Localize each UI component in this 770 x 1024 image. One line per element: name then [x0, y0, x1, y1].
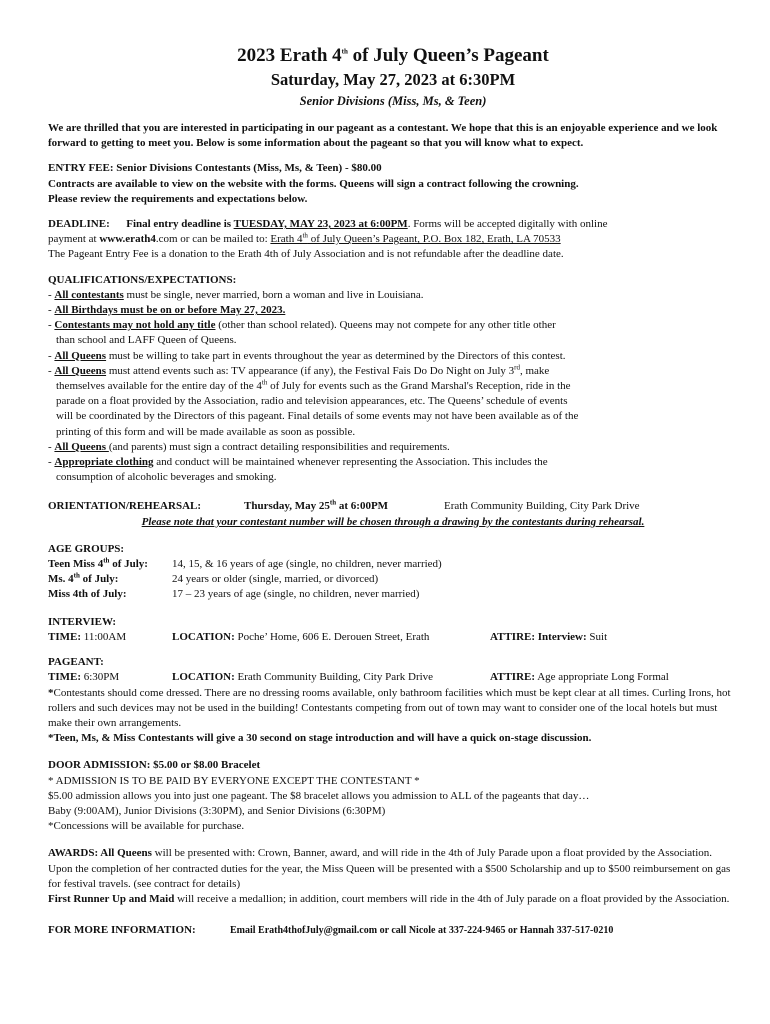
mailing-address: Erath 4th of July Queen’s Pageant, P.O. Box 182, Erath, LA 70533 — [270, 231, 561, 246]
dressing-note: *Contestants should come dressed. There are no dressing rooms available, only bathroom facilities which must be kept clear at all times. Curling Irons, hot rollers and such devices may not be used in the building! Contestants competing from out of town may want to consider one of the local hotels but must make their own arrangements. — [48, 686, 731, 729]
list-item: - All contestants must be single, never married, born a woman and live in Louisiana. — [48, 288, 424, 301]
interview-section — [48, 615, 738, 645]
runner-up-paragraph: First Runner Up and Maid will receive a medallion; in addition, court members will ride in the 4th of July parade on a float provided by the Association. — [48, 892, 730, 905]
page-title: 2023 Erath 4th of July Queen’s Pageant — [237, 45, 549, 66]
more-info-section: FOR MORE INFORMATION: Email Erath4thofJuly@gmail.com or call Nicole at 337-224-9465 or Hannah 337-517-0210 — [48, 923, 738, 938]
orientation-section — [48, 499, 738, 529]
door-heading: DOOR ADMISSION: $5.00 or $8.00 Bracelet — [48, 759, 261, 772]
interview-heading: INTERVIEW: — [48, 615, 117, 628]
list-item: - Appropriate clothing and conduct will be maintained whenever representing the Association. This includes the — [48, 456, 548, 469]
list-item-cont: consumption of alcoholic beverages and smoking. — [56, 471, 277, 484]
age-groups-heading: AGE GROUPS: — [48, 542, 125, 555]
orientation-line: ORIENTATION/REHEARSAL: Thursday, May 25th at 6:00PM Erath Community Building, City Park Drive — [48, 498, 640, 513]
list-item: - All Queens must attend events such as: TV appearance (if any), the Festival Fais Do Do Night on July 3rd, make — [48, 363, 550, 377]
age-groups-section — [48, 542, 738, 603]
rehearsal-note: Please note that your contestant number will be chosen through a drawing by the contestants during rehearsal. — [141, 515, 645, 528]
pageant-flyer — [48, 44, 738, 938]
list-item: - All Birthdays must be on or before May 27, 2023. — [48, 304, 286, 317]
divisions-subtitle: Senior Divisions (Miss, Ms, & Teen) — [299, 94, 487, 108]
website-link[interactable]: www.erath4 — [99, 233, 156, 246]
qualifications-heading: QUALIFICATIONS/EXPECTATIONS: — [48, 273, 237, 286]
list-item: - Contestants may not hold any title (other than school related). Queens may not compete for any other title other — [48, 319, 556, 332]
list-item: - All Queens (and parents) must sign a contract detailing responsibilities and requirements. — [48, 440, 450, 453]
door-line: *Concessions will be available for purchase. — [48, 820, 245, 833]
deadline-section — [48, 217, 738, 263]
table-row: Miss 4th of July: 17 – 23 years of age (single, no children, never married) — [48, 588, 420, 601]
door-line: Baby (9:00AM), Junior Divisions (3:30PM), and Senior Divisions (6:30PM) — [48, 804, 386, 817]
intro-paragraph: We are thrilled that you are interested in participating in our pageant as a contestant. We hope that this is an enjoyable experience and we look forward to getting to meet you. Below is some information about the pageant so that you will know what to expect. — [48, 122, 718, 150]
list-item: - All Queens must be willing to take part in events throughout the year as determined by the Directors of this contest. — [48, 349, 566, 362]
list-item-cont: printing of this form and will be made available as soon as possible. — [56, 425, 356, 438]
table-row: Teen Miss 4th of July: 14, 15, & 16 years of age (single, no children, never married) — [48, 556, 442, 571]
awards-paragraph: AWARDS: All Queens will be presented with: Crown, Banner, award, and will ride in the 4th of July Parade upon a float provided by the Association. Upon the completion of her contracted duties for the year, the Miss Queen will be presented with a $500 Scholarship and up to $500 reimbursement on gas for festival travels. (see contract for details) — [48, 847, 731, 890]
deadline-date: TUESDAY, MAY 23, 2023 at 6:00PM — [233, 218, 408, 231]
door-line: * ADMISSION IS TO BE PAID BY EVERYONE EXCEPT THE CONTESTANT * — [48, 774, 420, 787]
list-item-cont: than school and LAFF Queen of Queens. — [56, 334, 237, 347]
list-item-cont: parade on a float provided by the Association, radio and television appearances, etc. The Queens’ schedule of events — [56, 395, 568, 408]
qualifications-section — [48, 273, 738, 486]
entry-fee-line: ENTRY FEE: Senior Divisions Contestants (Miss, Ms, & Teen) - $80.00 — [48, 162, 382, 175]
donation-line: The Pageant Entry Fee is a donation to the Erath 4th of July Association and is not refundable after the deadline date. — [48, 248, 564, 261]
list-item-cont: themselves available for the entire day of the 4th of July for events such as the Grand Marshal's Reception, ride in the — [56, 378, 571, 393]
review-line: Please review the requirements and expectations below. — [48, 192, 308, 205]
door-line: $5.00 admission allows you into just one pageant. The $8 bracelet allows you admission to ALL of the pageants that day… — [48, 789, 590, 802]
event-date: Saturday, May 27, 2023 at 6:30PM — [270, 70, 516, 89]
pageant-section — [48, 655, 738, 746]
pageant-heading: PAGEANT: — [48, 656, 104, 669]
awards-section — [48, 846, 738, 907]
intro-note: *Teen, Ms, & Miss Contestants will give a 30 second on stage introduction and will have a quick on-stage discussion. — [48, 732, 592, 745]
pageant-line: TIME: 6:30PM LOCATION: Erath Community Building, City Park Drive ATTIRE: Age appropriate Long Formal — [48, 671, 669, 684]
table-row: Ms. 4th of July: 24 years or older (single, married, or divorced) — [48, 571, 379, 586]
deadline-line: DEADLINE: Final entry deadline is TUESDAY, MAY 23, 2023 at 6:00PM. Forms will be accepted digitally with online — [48, 218, 608, 231]
payment-line: payment at www.erath4.com or can be mailed to: Erath 4th of July Queen’s Pageant, P.O. Box 182, Erath, LA 70533 — [48, 231, 561, 246]
door-admission-section — [48, 758, 738, 834]
entry-fee-section — [48, 161, 738, 207]
interview-line: TIME: 11:00AM LOCATION: Poche’ Home, 606 E. Derouen Street, Erath ATTIRE: Interview: Suit — [48, 630, 608, 643]
contracts-line: Contracts are available to view on the website with the forms. Queens will sign a contract following the crowning. — [48, 177, 579, 190]
contact-info: Email Erath4thofJuly@gmail.com or call Nicole at 337-224-9465 or Hannah 337-517-0210 — [230, 925, 614, 937]
list-item-cont: will be coordinated by the Directors of this pageant. Final details of some events may not have been available as of the — [56, 410, 579, 423]
